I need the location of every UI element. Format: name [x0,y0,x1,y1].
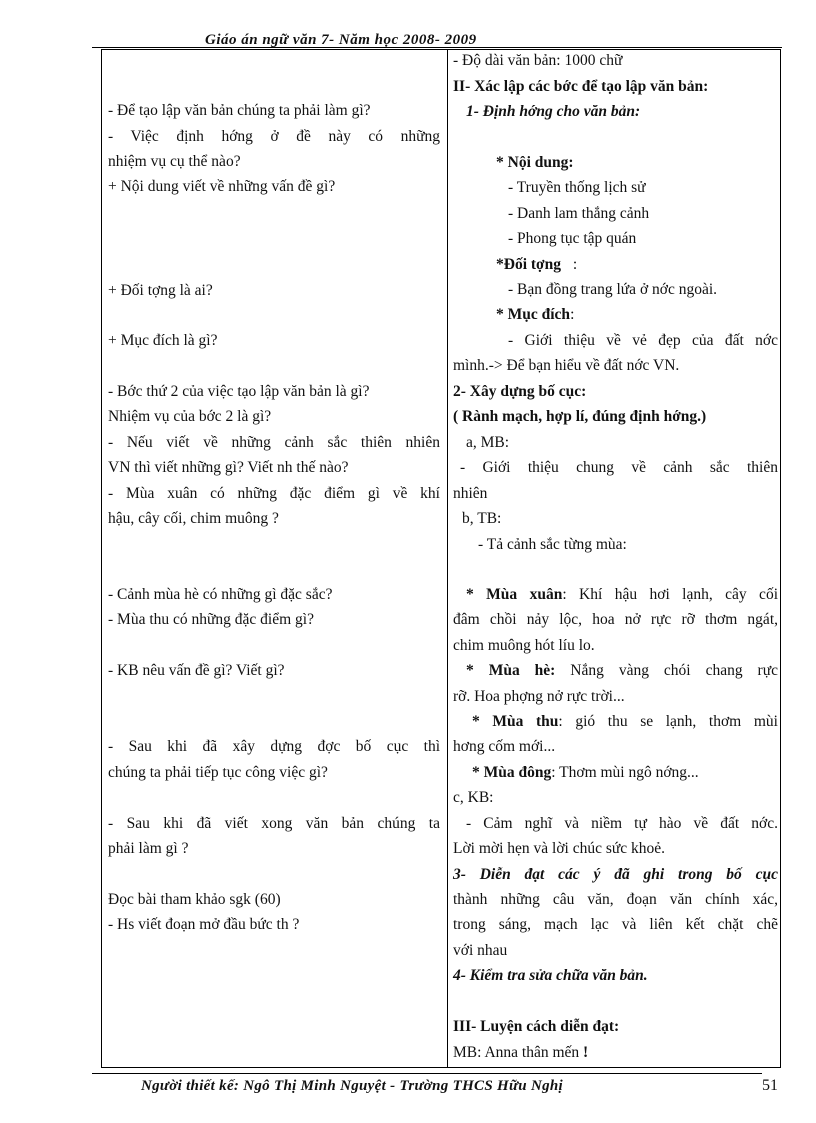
question-line: Nhiệm vụ của bớc 2 là gì? [108,408,272,425]
exclamation: ! [583,1044,589,1061]
label-colon: : [572,256,578,273]
content-line: * Mùa xuân: Khí hậu hơi lạnh, cây cối [466,586,778,603]
question-line: nhiệm vụ cụ thể nào? [108,153,241,170]
section-heading: III- Luyện cách diễn đạt: [453,1018,620,1035]
subsection-heading: 1- Định hớng cho văn bản: [466,103,641,120]
content-line: - Độ dài văn bản: 1000 chữ [453,52,623,69]
content-line: * Mùa thu: gió thu se lạnh, thơm mùi [472,713,778,730]
content-line: hơng cốm mới... [453,738,556,755]
question-line: - Sau khi đã xây dựng đợc bố cục thì [108,738,440,755]
content-line: - Giới thiệu về vẻ đẹp của đất nớc [508,332,778,349]
question-line: - Bớc thứ 2 của việc tạo lập văn bản là gì? [108,383,370,400]
content-line: chim muông hót líu lo. [453,637,595,654]
content-line: c, KB: [453,789,494,806]
season-label: * Mùa đông [472,764,552,781]
content-line: * Mùa hè: Nắng vàng chói chang rực [466,662,778,679]
content-line: a, MB: [466,434,510,451]
question-line: + Mục đích là gì? [108,332,218,349]
purpose-label: * Mục đích [496,306,571,323]
page-header: Giáo án ngữ văn 7- Năm học 2008- 2009 [205,32,477,48]
section-heading: II- Xác lập các bớc để tạo lập văn bản: [453,78,709,95]
question-line: hậu, cây cối, chim muông ? [108,510,279,527]
question-line: - Nếu viết về những cảnh sắc thiên nhiên [108,434,440,451]
section-heading: 2- Xây dựng bố cục: [453,383,587,400]
season-label: * Mùa xuân [466,586,563,603]
audience-label: *Đối tợng [496,256,561,273]
question-line: VN thì viết những gì? Viết nh thế nào? [108,459,349,476]
content-line: rỡ. Hoa phợng nở rực trời... [453,688,625,705]
page-footer: Người thiết kế: Ngô Thị Minh Nguyệt - Trường THCS Hữu Nghị [141,1078,564,1094]
question-line: - Mùa xuân có những đặc điểm gì về khí [108,485,440,502]
content-line: mình.-> Để bạn hiểu về đất nớc VN. [453,357,680,374]
subsection-heading: 4- Kiểm tra sửa chữa văn bản. [453,967,648,984]
content-line: - Truyền thống lịch sử [508,179,646,196]
content-line: MB: Anna thân mến ! [453,1044,589,1061]
content-line: trong sáng, mạch lạc và liên kết chặt chẽ [453,916,778,933]
question-line: Đọc bài tham khảo sgk (60) [108,891,281,908]
subsection-heading: 3- Diễn đạt các ý đã ghi trong bố cục [453,866,778,883]
content-line: đâm chồi nảy lộc, hoa nở rực rỡ thơm ngát, [453,611,778,628]
footer-rule [92,1073,762,1074]
label-colon: : [570,306,575,323]
season-label: * Mùa thu [472,713,559,730]
question-line: - Hs viết đoạn mở đầu bức th ? [108,916,300,933]
question-line: - Mùa thu có những đặc điểm gì? [108,611,314,628]
question-line: - Sau khi đã viết xong văn bản chúng ta [108,815,440,832]
content-heading: * Nội dung: [496,154,574,171]
page-number: 51 [762,1077,778,1094]
section-note: ( Rành mạch, hợp lí, đúng định hớng.) [453,408,707,425]
content-line: * Mùa đông: Thơm mùi ngô nớng... [472,764,699,781]
content-line: thành những câu văn, đoạn văn chính xác, [453,891,778,908]
content-line: với nhau [453,942,508,959]
question-line: chúng ta phải tiếp tục công việc gì? [108,764,328,781]
content-heading [496,255,577,274]
content-line: - Bạn đồng trang lứa ở nớc ngoài. [508,281,718,298]
question-line: phải làm gì ? [108,840,189,857]
content-line: - Cảm nghĩ và niềm tự hào về đất nớc. [466,815,778,832]
question-line: - KB nêu vấn đề gì? Viết gì? [108,662,285,679]
column-divider [447,49,448,1068]
content-line: nhiên [453,485,488,502]
content-line: Lời mời hẹn và lời chúc sức khoẻ. [453,840,666,857]
question-line: - Việc định hớng ở đề này có những [108,128,440,145]
content-heading [496,305,574,324]
content-line: - Phong tục tập quán [508,230,637,247]
content-line: - Danh lam thắng cảnh [508,205,650,222]
content-line: b, TB: [462,510,502,527]
season-label: * Mùa hè: [466,662,556,679]
question-line: - Để tạo lập văn bản chúng ta phải làm gì? [108,102,371,119]
content-line: - Giới thiệu chung về cảnh sắc thiên [460,459,778,476]
question-line: - Cảnh mùa hè có những gì đặc sắc? [108,586,333,603]
content-line: - Tả cảnh sắc từng mùa: [478,536,627,553]
question-line: + Đối tợng là ai? [108,282,213,299]
header-rule [92,47,782,48]
question-line: + Nội dung viết về những vấn đề gì? [108,178,336,195]
